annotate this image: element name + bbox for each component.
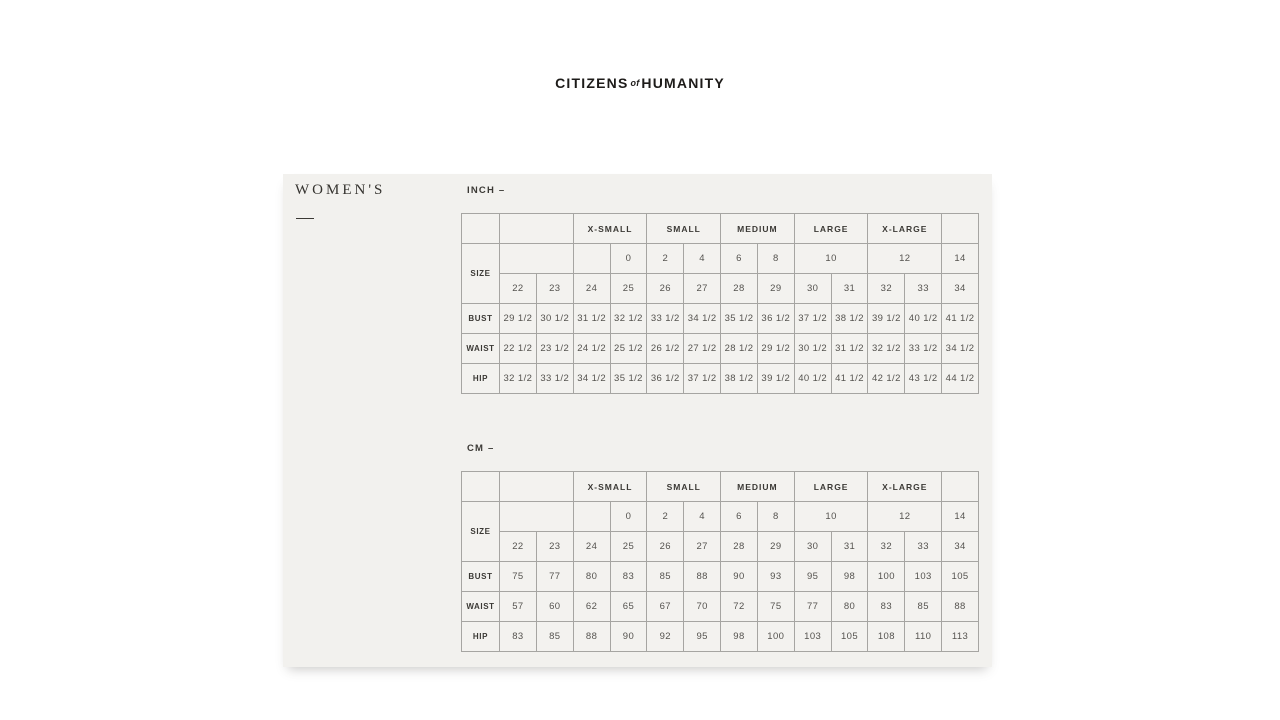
measure-value-cell: 77: [794, 592, 831, 622]
measure-value-cell: 31 1/2: [573, 304, 610, 334]
group-header-cell: LARGE: [794, 472, 868, 502]
measure-value-cell: 33 1/2: [647, 304, 684, 334]
measure-value-cell: 88: [573, 622, 610, 652]
measure-value-cell: 40 1/2: [794, 364, 831, 394]
numeric-size-cell: 27: [684, 274, 721, 304]
size-row-label-cell: SIZE: [462, 244, 500, 304]
measure-value-cell: 98: [721, 622, 758, 652]
numeric-size-cell: 30: [794, 274, 831, 304]
empty-cell: [573, 502, 610, 532]
group-header-cell: X-LARGE: [868, 472, 942, 502]
numeric-size-cell: 33: [905, 274, 942, 304]
us-size-cell: 0: [610, 244, 647, 274]
measure-value-cell: 98: [831, 562, 868, 592]
numeric-size-cell: 24: [573, 274, 610, 304]
empty-cell: [942, 214, 979, 244]
measure-value-cell: 29 1/2: [500, 304, 537, 334]
measure-value-cell: 34 1/2: [684, 304, 721, 334]
measure-value-cell: 39 1/2: [868, 304, 905, 334]
numeric-size-cell: 26: [647, 532, 684, 562]
unit-label: CM –: [467, 443, 495, 454]
measure-value-cell: 85: [905, 592, 942, 622]
measure-value-cell: 29 1/2: [757, 334, 794, 364]
measure-value-cell: 93: [757, 562, 794, 592]
inch-size-table: [461, 213, 979, 394]
measure-value-cell: 38 1/2: [721, 364, 758, 394]
title-underline-dash: [296, 218, 314, 219]
measure-value-cell: 38 1/2: [831, 304, 868, 334]
empty-cell: [500, 502, 574, 532]
measure-value-cell: 105: [942, 562, 979, 592]
measure-value-cell: 27 1/2: [684, 334, 721, 364]
measure-value-cell: 57: [500, 592, 537, 622]
measure-value-cell: 33 1/2: [536, 364, 573, 394]
measure-value-cell: 92: [647, 622, 684, 652]
us-size-cell: 6: [721, 244, 758, 274]
measure-value-cell: 24 1/2: [573, 334, 610, 364]
measure-value-cell: 83: [868, 592, 905, 622]
measure-value-cell: 67: [647, 592, 684, 622]
measure-value-cell: 77: [536, 562, 573, 592]
measure-value-cell: 36 1/2: [757, 304, 794, 334]
group-header-cell: MEDIUM: [721, 214, 795, 244]
numeric-size-cell: 25: [610, 274, 647, 304]
numeric-size-cell: 33: [905, 532, 942, 562]
measure-value-cell: 34 1/2: [942, 334, 979, 364]
measure-value-cell: 35 1/2: [610, 364, 647, 394]
corner-cell: [462, 214, 500, 244]
numeric-size-cell: 24: [573, 532, 610, 562]
measure-value-cell: 32 1/2: [868, 334, 905, 364]
measure-value-cell: 90: [610, 622, 647, 652]
measure-value-cell: 40 1/2: [905, 304, 942, 334]
group-header-cell: SMALL: [647, 214, 721, 244]
measure-value-cell: 43 1/2: [905, 364, 942, 394]
group-header-cell: MEDIUM: [721, 472, 795, 502]
numeric-size-cell: 27: [684, 532, 721, 562]
measure-value-cell: 37 1/2: [794, 304, 831, 334]
us-size-cell: 8: [757, 502, 794, 532]
measure-value-cell: 44 1/2: [942, 364, 979, 394]
charts-container: [461, 185, 979, 652]
measure-value-cell: 105: [831, 622, 868, 652]
measure-value-cell: 30 1/2: [536, 304, 573, 334]
us-size-cell: 4: [684, 244, 721, 274]
measure-value-cell: 60: [536, 592, 573, 622]
numeric-size-cell: 32: [868, 532, 905, 562]
measure-value-cell: 110: [905, 622, 942, 652]
measure-value-cell: 23 1/2: [536, 334, 573, 364]
empty-cell: [500, 244, 574, 274]
measure-value-cell: 32 1/2: [500, 364, 537, 394]
measure-value-cell: 72: [721, 592, 758, 622]
numeric-size-cell: 28: [721, 274, 758, 304]
group-header-cell: LARGE: [794, 214, 868, 244]
numeric-size-cell: 29: [757, 274, 794, 304]
measure-value-cell: 95: [684, 622, 721, 652]
measure-value-cell: 103: [905, 562, 942, 592]
numeric-size-cell: 28: [721, 532, 758, 562]
numeric-size-cell: 22: [500, 274, 537, 304]
measure-value-cell: 26 1/2: [647, 334, 684, 364]
measure-value-cell: 90: [721, 562, 758, 592]
measure-row: [462, 562, 979, 592]
measure-value-cell: 34 1/2: [573, 364, 610, 394]
measure-value-cell: 88: [684, 562, 721, 592]
measure-value-cell: 100: [868, 562, 905, 592]
measure-label-cell: HIP: [462, 622, 500, 652]
numeric-size-cell: 26: [647, 274, 684, 304]
us-size-cell: 14: [942, 502, 979, 532]
numeric-size-cell: 29: [757, 532, 794, 562]
empty-cell: [573, 244, 610, 274]
measure-value-cell: 83: [500, 622, 537, 652]
inch-chart-block: [461, 185, 979, 394]
corner-cell: [462, 472, 500, 502]
empty-cell: [500, 214, 574, 244]
measure-label-cell: BUST: [462, 562, 500, 592]
empty-cell: [942, 472, 979, 502]
measure-value-cell: 85: [536, 622, 573, 652]
us-size-cell: 12: [868, 502, 942, 532]
measure-value-cell: 95: [794, 562, 831, 592]
measure-value-cell: 80: [831, 592, 868, 622]
brand-logo: [0, 75, 1280, 91]
empty-cell: [500, 472, 574, 502]
numeric-size-cell: 31: [831, 274, 868, 304]
measure-row: [462, 592, 979, 622]
us-size-cell: 2: [647, 502, 684, 532]
measure-value-cell: 88: [942, 592, 979, 622]
measure-value-cell: 28 1/2: [721, 334, 758, 364]
measure-label-cell: BUST: [462, 304, 500, 334]
measure-value-cell: 39 1/2: [757, 364, 794, 394]
measure-value-cell: 103: [794, 622, 831, 652]
measure-value-cell: 75: [757, 592, 794, 622]
measure-row: [462, 622, 979, 652]
measure-value-cell: 30 1/2: [794, 334, 831, 364]
numeric-size-cell: 23: [536, 274, 573, 304]
measure-value-cell: 42 1/2: [868, 364, 905, 394]
size-row-label-cell: SIZE: [462, 502, 500, 562]
measure-value-cell: 113: [942, 622, 979, 652]
size-guide-panel: [283, 174, 992, 667]
logo-word-of: of: [630, 78, 640, 88]
cm-chart-block: [461, 443, 979, 652]
measure-value-cell: 62: [573, 592, 610, 622]
logo-word-citizens: CITIZENS: [555, 75, 629, 91]
us-size-cell: 4: [684, 502, 721, 532]
us-size-cell: 0: [610, 502, 647, 532]
numeric-size-cell: 22: [500, 532, 537, 562]
measure-value-cell: 36 1/2: [647, 364, 684, 394]
group-header-cell: SMALL: [647, 472, 721, 502]
numeric-size-cell: 23: [536, 532, 573, 562]
measure-value-cell: 65: [610, 592, 647, 622]
measure-value-cell: 35 1/2: [721, 304, 758, 334]
measure-value-cell: 83: [610, 562, 647, 592]
group-header-cell: X-SMALL: [573, 214, 647, 244]
numeric-size-cell: 31: [831, 532, 868, 562]
numeric-size-cell: 32: [868, 274, 905, 304]
measure-value-cell: 70: [684, 592, 721, 622]
measure-label-cell: HIP: [462, 364, 500, 394]
us-size-cell: 10: [794, 502, 868, 532]
numeric-size-cell: 25: [610, 532, 647, 562]
measure-value-cell: 108: [868, 622, 905, 652]
measure-value-cell: 41 1/2: [831, 364, 868, 394]
us-size-cell: 12: [868, 244, 942, 274]
category-title: WOMEN'S: [295, 182, 386, 198]
measure-value-cell: 41 1/2: [942, 304, 979, 334]
unit-label: INCH –: [467, 185, 506, 196]
cm-size-table: [461, 471, 979, 652]
logo-word-humanity: HUMANITY: [641, 75, 725, 91]
numeric-size-cell: 34: [942, 532, 979, 562]
measure-value-cell: 31 1/2: [831, 334, 868, 364]
us-size-cell: 2: [647, 244, 684, 274]
category-sidebar: [295, 182, 385, 199]
measure-row: [462, 304, 979, 334]
measure-value-cell: 85: [647, 562, 684, 592]
measure-value-cell: 37 1/2: [684, 364, 721, 394]
measure-label-cell: WAIST: [462, 592, 500, 622]
measure-row: [462, 364, 979, 394]
us-size-cell: 10: [794, 244, 868, 274]
measure-value-cell: 32 1/2: [610, 304, 647, 334]
us-size-cell: 6: [721, 502, 758, 532]
us-size-cell: 14: [942, 244, 979, 274]
measure-value-cell: 100: [757, 622, 794, 652]
measure-row: [462, 334, 979, 364]
numeric-size-cell: 30: [794, 532, 831, 562]
measure-value-cell: 22 1/2: [500, 334, 537, 364]
us-size-cell: 8: [757, 244, 794, 274]
group-header-cell: X-SMALL: [573, 472, 647, 502]
measure-value-cell: 75: [500, 562, 537, 592]
measure-value-cell: 80: [573, 562, 610, 592]
measure-value-cell: 25 1/2: [610, 334, 647, 364]
numeric-size-cell: 34: [942, 274, 979, 304]
measure-value-cell: 33 1/2: [905, 334, 942, 364]
measure-label-cell: WAIST: [462, 334, 500, 364]
group-header-cell: X-LARGE: [868, 214, 942, 244]
